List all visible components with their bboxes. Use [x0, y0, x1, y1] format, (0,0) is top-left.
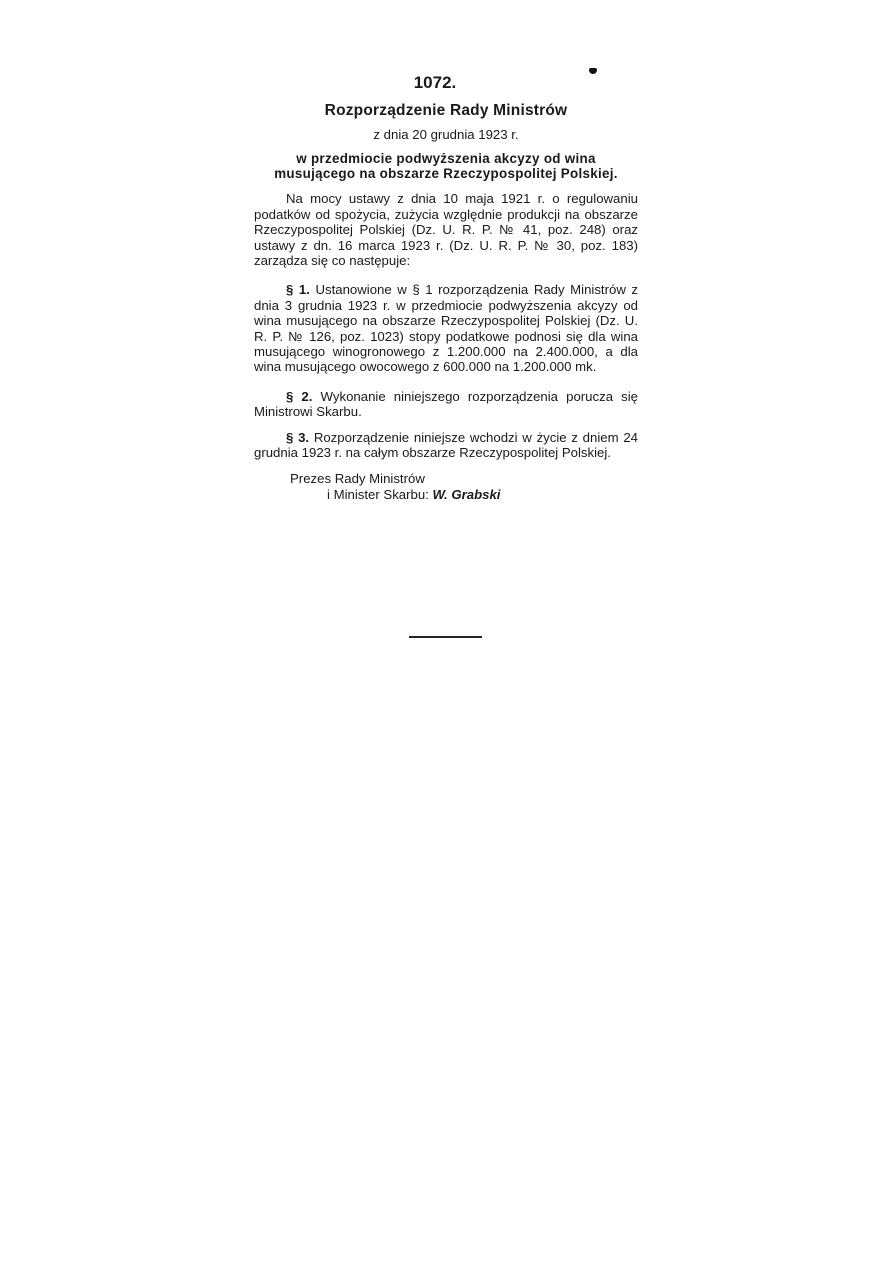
signature-role: i Minister Skarbu: [327, 486, 429, 502]
section-3-paragraph [254, 430, 638, 461]
signature-name: W. Grabski [432, 486, 501, 502]
closing-rule [409, 636, 482, 638]
act-title: Rozporządzenie Rady Ministrów [324, 102, 568, 119]
section-2-text: Wykonanie niniejszego rozporządzenia porucza się Ministrowi Skarbu. [254, 388, 638, 420]
signature-line-2 [327, 487, 638, 503]
section-2-paragraph [254, 389, 638, 420]
section-3-text: Rozporządzenie niniejsze wchodzi w życie z dniem 24 grudnia 1923 r. na całym obszarze Rzeczypospolitej Polskiej. [254, 429, 639, 461]
act-number: 1072. [413, 73, 457, 92]
section-1-text: Ustanowione w § 1 rozporządzenia Rady Ministrów z dnia 3 grudnia 1923 r. w przedmiocie podwyższenia akcyzy od wina musującego na obszarze Rzeczypospolitej Polskiej (Dz. U. R. P. № 126, poz. 1023) stopy podatkowe podnosi się dla wina musującego winogronowego z 1.200.000 na 2.400.000, a dla wina musującego owocowego z 600.000 na 1.200.000 mk. [254, 282, 638, 375]
act-date: z dnia 20 grudnia 1923 r. [373, 127, 519, 142]
document-column [254, 72, 638, 503]
signature-line-1: Prezes Rady Ministrów [290, 470, 425, 486]
section-2-label: § 2. [286, 388, 313, 404]
section-1-label: § 1. [286, 282, 310, 298]
preamble-paragraph: Na mocy ustawy z dnia 10 maja 1921 r. o regulowaniu podatków od spożycia, zużycia względnie produkcji na obszarze Rzeczypospolitej Polskiej (Dz. U. R. P. № 41, poz. 248) oraz ustawy z dn. 16 marca 1923 r. (Dz. U. R. P. № 30, poz. 183) zarządza się co następuje: [254, 191, 638, 269]
signature-block [290, 471, 638, 503]
section-1-paragraph [254, 282, 638, 374]
section-3-label: § 3. [286, 429, 310, 445]
act-subject: w przedmiocie podwyższenia akcyzy od wina musującego na obszarze Rzeczypospolitej Polskiej. [274, 151, 618, 182]
